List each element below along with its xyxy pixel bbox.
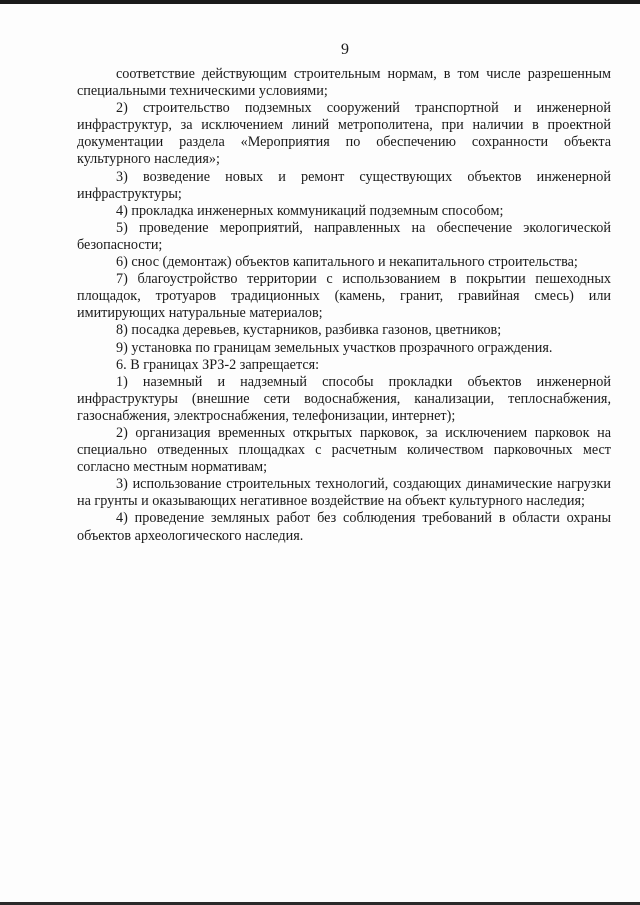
- paragraph-item-4: 4) прокладка инженерных коммуникаций подземным способом;: [116, 202, 504, 219]
- paragraph-item-9: 9) установка по границам земельных участков прозрачного ограждения.: [116, 339, 553, 356]
- paragraph-item-3: 3) возведение новых и ремонт существующих объектов инженерной инфраструктуры;: [77, 168, 611, 202]
- scan-top-edge: [0, 0, 640, 4]
- document-body: [77, 66, 611, 545]
- section-heading-6: 6. В границах ЗРЗ-2 запрещается:: [116, 356, 320, 373]
- paragraph-item-2: 2) строительство подземных сооружений транспортной и инженерной инфраструктур, за исключением линий метрополитена, при наличии в проектной документации раздела «Мероприятия по обеспечению сохранности объекта культурного наследия»;: [77, 100, 611, 168]
- prohibition-item-2: 2) организация временных открытых парковок, за исключением парковок на специально отведенных площадках с расчетным количеством парковочных мест согласно местным нормативам;: [77, 424, 611, 476]
- paragraph-continuation: соответствие действующим строительным нормам, в том числе разрешенным специальными техническими условиями;: [77, 66, 611, 100]
- prohibition-item-4: 4) проведение земляных работ без соблюдения требований в области охраны объектов археологического наследия.: [77, 510, 611, 544]
- page-number: 9: [341, 41, 349, 58]
- prohibition-item-1: 1) наземный и надземный способы прокладки объектов инженерной инфраструктуры (внешние сети водоснабжения, канализации, теплоснабжения, газоснабжения, электроснабжения, телефонизации, интернет);: [77, 373, 611, 424]
- paragraph-item-5: 5) проведение мероприятий, направленных на обеспечение экологической безопасности;: [77, 219, 611, 253]
- paragraph-item-6: 6) снос (демонтаж) объектов капитального и некапитального строительства;: [116, 254, 578, 271]
- paragraph-item-8: 8) посадка деревьев, кустарников, разбивка газонов, цветников;: [116, 322, 502, 339]
- paragraph-item-7: 7) благоустройство территории с использованием в покрытии пешеходных площадок, тротуаров традиционных (камень, гранит, гравийная смесь) или имитирующих натуральные материалов;: [77, 271, 611, 322]
- prohibition-item-3: 3) использование строительных технологий, создающих динамические нагрузки на грунты и оказывающих негативное воздействие на объект культурного наследия;: [77, 476, 611, 510]
